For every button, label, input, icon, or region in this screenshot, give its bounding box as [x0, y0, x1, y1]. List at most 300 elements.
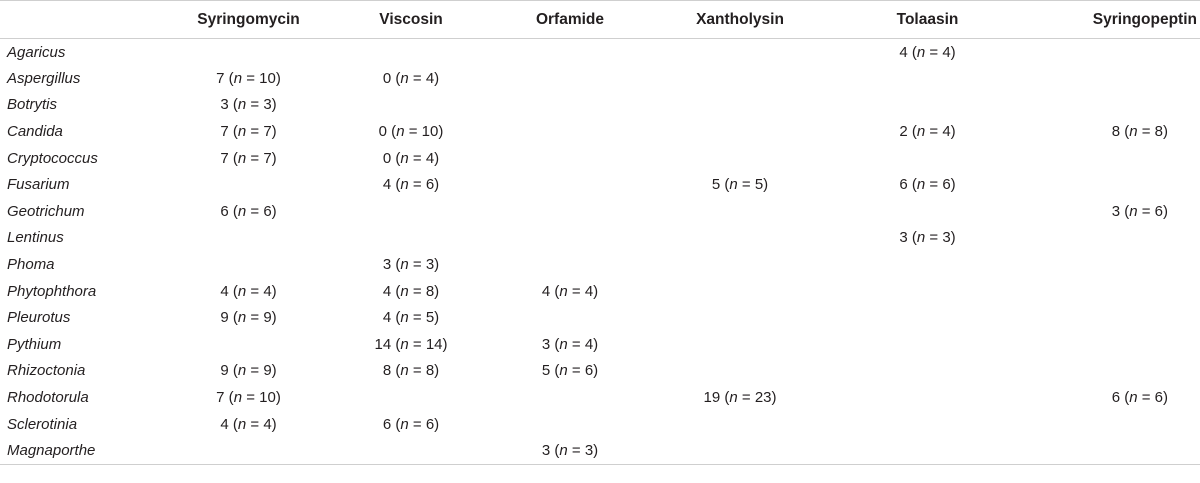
table-cell [490, 39, 650, 66]
table-cell [490, 251, 650, 278]
table-row [0, 331, 1200, 358]
cell-n-symbol: n [400, 176, 409, 194]
table-cell [830, 171, 1025, 198]
table-cell [1025, 39, 1200, 66]
table-cell [1025, 92, 1200, 119]
table-cell [332, 118, 490, 145]
table-cell [165, 171, 332, 198]
cell-paren-close: ) [1163, 123, 1168, 141]
table-cell [830, 39, 1025, 66]
cell-count: 0 [378, 123, 388, 141]
table-cell [1025, 437, 1200, 464]
cell-paren-open: ( [391, 335, 401, 353]
table-cell [830, 198, 1025, 225]
table-row [0, 198, 1200, 225]
cell-paren-close: ) [593, 362, 599, 380]
cell-paren-open: ( [550, 441, 560, 459]
cell-n-value: 3 [942, 229, 951, 247]
genus-name: Botrytis [7, 96, 58, 114]
cell-n-symbol: n [916, 43, 926, 61]
cell-n-symbol: n [237, 362, 247, 380]
table-cell [332, 225, 490, 252]
cell-count: 7 [216, 69, 225, 87]
cell-count: 3 [899, 229, 908, 247]
cell-paren-open: ( [391, 256, 401, 274]
cell-equals: = [412, 69, 422, 87]
cell-equals: = [929, 43, 939, 61]
column-header: Viscosin [332, 1, 490, 39]
column-header: Orfamide [490, 1, 650, 39]
cell-n-value: 5 [754, 176, 764, 194]
cell-n-symbol: n [400, 309, 409, 327]
cell-count: 19 [703, 389, 721, 407]
cell-paren-close: ) [763, 176, 769, 194]
table-cell [165, 411, 332, 438]
cell-paren-open: ( [391, 149, 401, 167]
cell-n-value: 3 [425, 256, 435, 274]
column-header: Xantholysin [650, 1, 830, 39]
cell-paren-open: ( [387, 123, 397, 141]
cell-paren-close: ) [434, 415, 440, 433]
cell-paren-open: ( [224, 389, 234, 407]
table-cell [1025, 278, 1200, 305]
table-cell [830, 92, 1025, 119]
cell-count: 4 [220, 282, 229, 300]
genus-name: Aspergillus [7, 69, 81, 87]
table-cell [165, 278, 332, 305]
cell-count: 9 [220, 362, 229, 380]
cell-equals: = [741, 176, 751, 194]
table-cell [830, 331, 1025, 358]
cell-paren-close: ) [434, 69, 440, 87]
cell-n-value: 14 [425, 335, 443, 353]
table-cell [1025, 225, 1200, 252]
cell-paren-close: ) [950, 229, 956, 247]
table-cell [830, 358, 1025, 385]
cell-n-symbol: n [916, 123, 926, 141]
genus-name: Agaricus [7, 43, 66, 61]
table-cell [165, 304, 332, 331]
cell-n-symbol: n [237, 123, 247, 141]
cell-paren-open: ( [224, 69, 234, 87]
cell-count: 3 [541, 335, 551, 353]
cell-paren-close: ) [1163, 202, 1168, 220]
cell-count: 2 [899, 123, 908, 141]
table-cell [1025, 118, 1200, 145]
cell-paren-open: ( [720, 389, 730, 407]
cell-n-symbol: n [1129, 202, 1138, 220]
cell-paren-close: ) [950, 176, 956, 194]
cell-n-symbol: n [729, 389, 738, 407]
cell-n-value: 4 [942, 43, 951, 61]
column-header: Syringopeptin [1025, 1, 1200, 39]
cell-n-value: 10 [259, 389, 276, 407]
cell-n-value: 6 [425, 176, 435, 194]
table-cell [830, 437, 1025, 464]
cell-equals: = [246, 389, 255, 407]
table-cell [830, 251, 1025, 278]
table-cell [830, 65, 1025, 92]
cell-n-value: 10 [421, 123, 439, 141]
cell-paren-open: ( [228, 362, 238, 380]
cell-n-symbol: n [233, 69, 243, 87]
cell-count: 9 [220, 309, 229, 327]
cell-equals: = [250, 123, 260, 141]
cell-count: 3 [1111, 202, 1121, 220]
cell-paren-open: ( [228, 415, 238, 433]
cell-count: 3 [541, 441, 551, 459]
table-cell [332, 411, 490, 438]
table-cell [1025, 198, 1200, 225]
cell-n-value: 4 [584, 335, 594, 353]
table-cell [490, 118, 650, 145]
cell-paren-open: ( [1120, 389, 1130, 407]
table-row [0, 145, 1200, 172]
table-cell [332, 358, 490, 385]
table-row [0, 118, 1200, 145]
cell-count: 3 [220, 96, 229, 114]
cell-paren-close: ) [434, 309, 440, 327]
cell-count: 6 [899, 176, 908, 194]
column-header: Syringomycin [165, 1, 332, 39]
cell-equals: = [571, 362, 581, 380]
table-body [0, 39, 1200, 465]
table-row [0, 411, 1200, 438]
cell-equals: = [246, 69, 255, 87]
table-cell [165, 92, 332, 119]
cell-n-symbol: n [233, 389, 243, 407]
cell-paren-close: ) [271, 282, 277, 300]
cell-count: 7 [216, 389, 225, 407]
table-row [0, 225, 1200, 252]
table-row [0, 171, 1200, 198]
cell-n-value: 6 [425, 415, 435, 433]
cell-paren-open: ( [391, 69, 401, 87]
cell-count: 7 [220, 123, 229, 141]
table-cell [332, 145, 490, 172]
cell-paren-close: ) [1163, 389, 1168, 407]
cell-count: 14 [374, 335, 392, 353]
cell-equals: = [250, 202, 260, 220]
cell-equals: = [1141, 123, 1151, 141]
cell-n-value: 8 [425, 362, 435, 380]
genus-name: Magnaporthe [0, 437, 165, 464]
table-cell [490, 171, 650, 198]
cell-equals: = [571, 282, 581, 300]
table-cell [650, 65, 830, 92]
cell-paren-close: ) [434, 149, 440, 167]
cell-count: 7 [220, 149, 229, 167]
cell-paren-close: ) [593, 441, 599, 459]
table-header [0, 1, 1200, 39]
table-cell [650, 304, 830, 331]
table-cell [165, 251, 332, 278]
cell-count: 4 [541, 282, 551, 300]
table-cell [830, 145, 1025, 172]
header-row [0, 1, 1200, 39]
table-cell [165, 118, 332, 145]
table-cell [650, 411, 830, 438]
cell-n-symbol: n [400, 69, 409, 87]
cell-equals: = [250, 149, 260, 167]
table-cell [332, 65, 490, 92]
cell-count: 0 [382, 149, 392, 167]
cell-equals: = [929, 123, 939, 141]
cell-paren-close: ) [593, 282, 599, 300]
header-corner [0, 1, 165, 39]
table-cell [490, 331, 650, 358]
cell-n-symbol: n [1129, 389, 1138, 407]
table-cell [165, 225, 332, 252]
cell-count: 8 [1111, 123, 1121, 141]
cell-paren-open: ( [550, 282, 560, 300]
cell-equals: = [250, 282, 260, 300]
cell-n-value: 6 [942, 176, 951, 194]
cell-paren-close: ) [275, 69, 281, 87]
genus-name: Sclerotinia [7, 415, 78, 433]
cell-paren-close: ) [271, 123, 277, 141]
cell-paren-close: ) [271, 149, 277, 167]
table-cell [165, 65, 332, 92]
table-cell [1025, 171, 1200, 198]
table-cell [332, 39, 490, 66]
genus-name: Lentinus [7, 229, 64, 247]
column-header: Tolaasin [830, 1, 1025, 39]
cell-count: 4 [382, 176, 392, 194]
table-cell [650, 437, 830, 464]
cell-paren-open: ( [228, 149, 238, 167]
cell-n-value: 9 [263, 309, 272, 327]
cell-n-value: 8 [425, 282, 435, 300]
cell-n-symbol: n [400, 362, 409, 380]
cell-paren-open: ( [907, 176, 917, 194]
cell-equals: = [1141, 389, 1151, 407]
table-cell [830, 304, 1025, 331]
table-cell [830, 384, 1025, 411]
table-cell [1025, 358, 1200, 385]
table-cell [332, 437, 490, 464]
cell-n-symbol: n [559, 441, 568, 459]
cell-paren-open: ( [907, 229, 917, 247]
table-cell [650, 118, 830, 145]
table-cell [332, 278, 490, 305]
genus-name: Pythium [7, 335, 62, 353]
table-cell [1025, 65, 1200, 92]
table-cell [332, 171, 490, 198]
cell-paren-open: ( [391, 362, 401, 380]
cell-count: 5 [711, 176, 721, 194]
table-row [0, 384, 1200, 411]
table-cell [650, 278, 830, 305]
cell-equals: = [571, 335, 581, 353]
cell-n-value: 4 [584, 282, 594, 300]
cell-paren-open: ( [907, 123, 917, 141]
cell-paren-close: ) [593, 335, 599, 353]
cell-count: 4 [382, 282, 392, 300]
table-cell [332, 92, 490, 119]
table-cell [490, 358, 650, 385]
cell-equals: = [412, 415, 422, 433]
table-cell [650, 171, 830, 198]
cell-paren-open: ( [228, 202, 238, 220]
table-cell [490, 225, 650, 252]
genus-name: Phytophthora [7, 282, 97, 300]
genus-name: Geotrichum [7, 202, 85, 220]
cell-paren-open: ( [391, 176, 401, 194]
cell-equals: = [412, 176, 422, 194]
table-cell [165, 145, 332, 172]
cell-n-value: 3 [263, 96, 272, 114]
cell-n-symbol: n [237, 309, 247, 327]
cell-n-symbol: n [237, 96, 247, 114]
cell-equals: = [250, 415, 260, 433]
cell-count: 8 [382, 362, 392, 380]
table-cell [1025, 145, 1200, 172]
cell-equals: = [412, 362, 422, 380]
table-row [0, 92, 1200, 119]
table-row [0, 65, 1200, 92]
cell-equals: = [412, 149, 422, 167]
cell-equals: = [412, 256, 422, 274]
table-cell [490, 411, 650, 438]
cell-n-symbol: n [237, 415, 247, 433]
table-cell [165, 437, 332, 464]
cell-paren-close: ) [950, 123, 956, 141]
cell-equals: = [412, 309, 422, 327]
cell-count: 3 [382, 256, 392, 274]
table-cell [650, 39, 830, 66]
genus-name: Cryptococcus [7, 149, 98, 167]
cell-paren-open: ( [391, 309, 401, 327]
table-row [0, 278, 1200, 305]
table-row [0, 358, 1200, 385]
table-cell [650, 145, 830, 172]
cell-paren-open: ( [391, 415, 401, 433]
table-cell [650, 225, 830, 252]
table-cell [1025, 331, 1200, 358]
cell-n-value: 4 [263, 415, 272, 433]
cell-n-value: 4 [425, 69, 435, 87]
cell-n-value: 4 [263, 282, 272, 300]
table-row [0, 251, 1200, 278]
cell-n-symbol: n [916, 176, 926, 194]
cell-equals: = [250, 96, 260, 114]
cell-paren-close: ) [950, 43, 956, 61]
cell-equals: = [412, 282, 422, 300]
cell-n-symbol: n [237, 149, 247, 167]
table-cell [490, 145, 650, 172]
cell-paren-open: ( [550, 335, 560, 353]
cell-paren-open: ( [391, 282, 401, 300]
table-cell [650, 331, 830, 358]
table-cell [332, 384, 490, 411]
table-cell [830, 411, 1025, 438]
table-cell [165, 198, 332, 225]
table-cell [490, 198, 650, 225]
cell-count: 0 [382, 69, 392, 87]
table-cell [490, 278, 650, 305]
cell-count: 4 [382, 309, 392, 327]
table-cell [332, 331, 490, 358]
genus-name: Candida [7, 123, 63, 141]
table-cell [1025, 304, 1200, 331]
cell-paren-open: ( [228, 123, 238, 141]
cell-paren-open: ( [550, 362, 560, 380]
cell-n-value: 5 [425, 309, 435, 327]
cell-equals: = [412, 335, 422, 353]
cell-n-value: 4 [425, 149, 435, 167]
table-cell [490, 65, 650, 92]
cell-n-value: 23 [754, 389, 772, 407]
cell-n-symbol: n [237, 282, 247, 300]
cell-paren-close: ) [271, 202, 277, 220]
cell-paren-open: ( [1120, 123, 1130, 141]
cell-count: 6 [220, 202, 229, 220]
cell-paren-open: ( [720, 176, 730, 194]
cell-paren-close: ) [271, 309, 277, 327]
table-cell [650, 358, 830, 385]
cell-count: 5 [541, 362, 551, 380]
table-cell [490, 437, 650, 464]
cell-paren-open: ( [228, 96, 238, 114]
cell-n-symbol: n [400, 256, 409, 274]
genus-name: Phoma [7, 256, 55, 274]
table-cell [650, 384, 830, 411]
cell-paren-close: ) [438, 123, 444, 141]
cell-paren-open: ( [228, 309, 238, 327]
cell-n-symbol: n [729, 176, 738, 194]
table-cell [332, 304, 490, 331]
cell-n-value: 7 [263, 123, 272, 141]
cell-count: 4 [899, 43, 908, 61]
table-cell [332, 251, 490, 278]
cell-paren-close: ) [275, 389, 281, 407]
cell-paren-close: ) [271, 362, 277, 380]
cell-n-symbol: n [396, 123, 405, 141]
cell-paren-open: ( [1120, 202, 1130, 220]
cell-n-symbol: n [400, 149, 409, 167]
cell-paren-close: ) [271, 415, 277, 433]
cell-equals: = [571, 441, 581, 459]
cell-n-value: 4 [942, 123, 951, 141]
cell-paren-close: ) [434, 256, 440, 274]
table-cell [165, 331, 332, 358]
cell-n-value: 6 [1154, 389, 1163, 407]
table-cell [165, 384, 332, 411]
table-row [0, 437, 1200, 464]
cell-paren-open: ( [907, 43, 917, 61]
table-cell [490, 304, 650, 331]
cell-paren-open: ( [228, 282, 238, 300]
cell-n-symbol: n [400, 335, 409, 353]
cell-n-value: 3 [584, 441, 594, 459]
cell-equals: = [929, 176, 939, 194]
table-row [0, 39, 1200, 66]
cell-paren-close: ) [442, 335, 448, 353]
table-cell [1025, 411, 1200, 438]
table-cell [830, 118, 1025, 145]
table-cell [650, 92, 830, 119]
table-cell [490, 92, 650, 119]
genus-name: Pleurotus [7, 309, 71, 327]
cell-n-symbol: n [559, 282, 568, 300]
cell-n-value: 10 [259, 69, 276, 87]
table-cell [650, 251, 830, 278]
table-cell [830, 278, 1025, 305]
cell-equals: = [1141, 202, 1151, 220]
cell-n-value: 6 [584, 362, 594, 380]
cell-n-symbol: n [1129, 123, 1138, 141]
